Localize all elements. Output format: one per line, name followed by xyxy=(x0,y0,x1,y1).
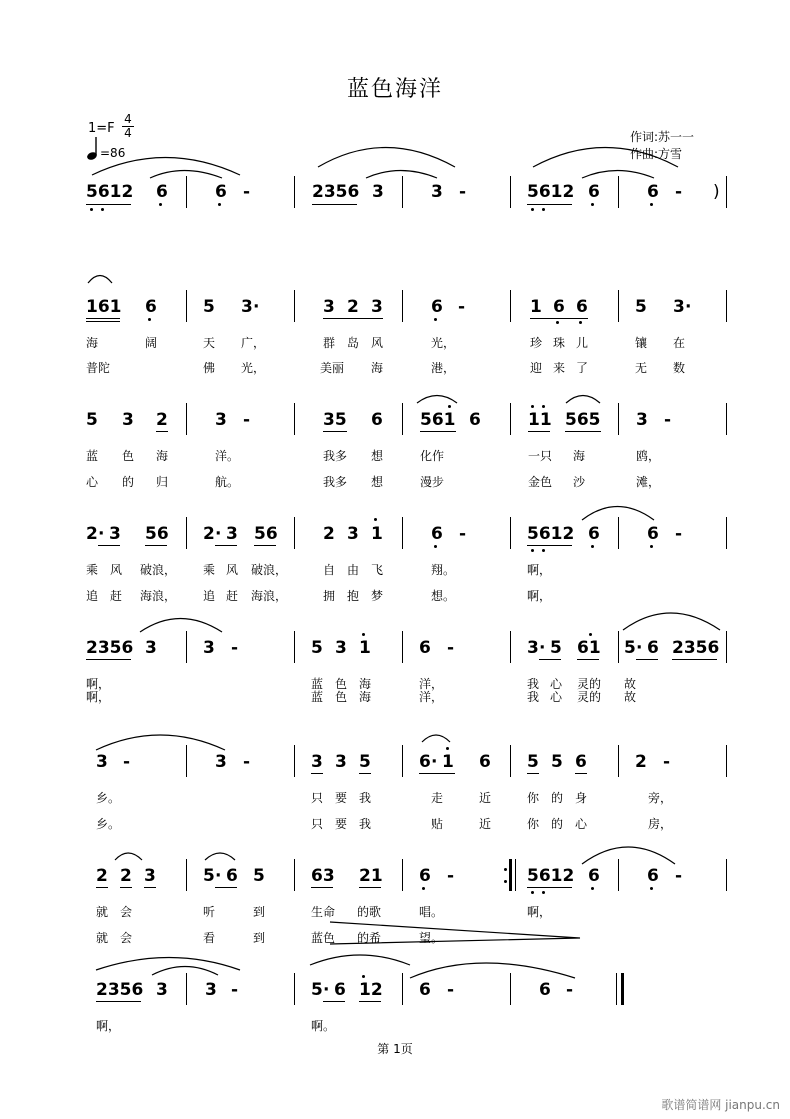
note: 5 xyxy=(359,752,371,772)
lyric: 啊。 xyxy=(311,1019,336,1033)
lyric: 唱。 xyxy=(419,905,444,919)
lyric: 房， xyxy=(648,817,673,831)
note: 561 xyxy=(420,410,456,430)
lyric: 追 xyxy=(86,589,99,603)
note: - xyxy=(675,182,683,202)
note: - xyxy=(243,410,251,430)
tie xyxy=(150,171,222,179)
note: - xyxy=(231,638,239,658)
note: 6 xyxy=(431,524,443,544)
note: 2 xyxy=(323,524,335,544)
note: 2 xyxy=(635,752,647,772)
lyric: 想 xyxy=(371,475,384,489)
lyric: 蓝 xyxy=(311,690,324,704)
note: · xyxy=(215,524,222,544)
note: 3 xyxy=(145,638,157,658)
note: 61 xyxy=(577,638,601,658)
note: 6 xyxy=(539,980,551,1000)
lyric: 色 xyxy=(122,449,135,463)
lyric: 的 xyxy=(122,475,135,489)
note: - xyxy=(458,297,466,317)
note: 5 xyxy=(86,410,98,430)
note: 3 xyxy=(122,410,134,430)
lyric: 蓝 xyxy=(311,677,324,691)
lyric: 岛 xyxy=(347,336,360,350)
lyric: 海 xyxy=(371,361,384,375)
lyric: 梦 xyxy=(371,589,384,603)
lyric: 啊， xyxy=(86,677,111,691)
note: - xyxy=(566,980,574,1000)
note: 3 xyxy=(372,182,384,202)
lyric: 只 xyxy=(311,791,324,805)
slur xyxy=(96,958,240,971)
note: 2 xyxy=(120,866,132,886)
note: 6 xyxy=(588,866,600,886)
note: 161 xyxy=(86,297,122,317)
note: 6 xyxy=(479,752,491,772)
note: 5 xyxy=(635,297,647,317)
note: 6 xyxy=(145,297,157,317)
slur-stroke xyxy=(330,922,580,944)
lyric: 海 xyxy=(359,677,372,691)
lyric: 近 xyxy=(479,791,492,805)
time-signature: 4 4 xyxy=(122,113,134,140)
composer-credit: 作曲:方雪 xyxy=(630,147,683,161)
lyric: 天 xyxy=(203,336,216,350)
note: 6 xyxy=(588,182,600,202)
note: · xyxy=(685,297,692,317)
lyric: 啊， xyxy=(96,1019,121,1033)
lyric: 迎 xyxy=(530,361,543,375)
lyric: 色 xyxy=(335,677,348,691)
tie xyxy=(96,735,225,750)
note: 5 xyxy=(550,638,562,658)
lyric: 会 xyxy=(120,905,133,919)
note: 3 xyxy=(96,752,108,772)
lyric: 啊， xyxy=(527,905,552,919)
tie xyxy=(410,963,575,978)
tie xyxy=(582,507,654,521)
note: 2 xyxy=(347,297,359,317)
note: 21 xyxy=(359,866,383,886)
note: 5 xyxy=(253,866,265,886)
tie xyxy=(582,171,654,179)
lyric: 心 xyxy=(550,690,563,704)
note: - xyxy=(447,866,455,886)
lyric: 海 xyxy=(359,690,372,704)
note: - xyxy=(675,866,683,886)
note: · xyxy=(636,638,643,658)
lyric: 要 xyxy=(335,817,348,831)
slur xyxy=(623,613,720,630)
lyric: 你 xyxy=(527,817,540,831)
tie xyxy=(152,967,218,976)
note: 12 xyxy=(359,980,383,1000)
lyric: 自 xyxy=(323,563,336,577)
note: 3 xyxy=(226,524,238,544)
note: 1 xyxy=(442,752,454,772)
note: 3 xyxy=(241,297,253,317)
note: 6 xyxy=(419,866,431,886)
slur xyxy=(318,148,455,168)
lyric: 海 xyxy=(573,449,586,463)
note: - xyxy=(123,752,131,772)
lyric: 蓝 xyxy=(86,449,99,463)
lyric: 赶 xyxy=(110,589,123,603)
lyric: 广， xyxy=(241,336,266,350)
note: 3 xyxy=(673,297,685,317)
note: - xyxy=(243,182,251,202)
lyric: 鸥， xyxy=(636,449,661,463)
note: 3 xyxy=(215,752,227,772)
lyric: 漫步 xyxy=(420,475,445,489)
lyric: 色 xyxy=(335,690,348,704)
note: 3 xyxy=(215,410,227,430)
note: 3 xyxy=(371,297,383,317)
note: - xyxy=(447,638,455,658)
lyric: 到 xyxy=(253,905,266,919)
note: 6 xyxy=(431,297,443,317)
note: 3 xyxy=(347,524,359,544)
note: 6 xyxy=(334,980,346,1000)
lyric: 我多 xyxy=(323,475,348,489)
note: 6 xyxy=(647,524,659,544)
lyric: 归 xyxy=(156,475,169,489)
note: 5612 xyxy=(527,182,575,202)
lyric: 乡。 xyxy=(96,817,121,831)
note: · xyxy=(98,524,105,544)
lyric: 只 xyxy=(311,817,324,831)
lyric: 破浪， xyxy=(251,563,288,577)
note: - xyxy=(663,752,671,772)
page-number: 第 1页 xyxy=(377,1042,413,1056)
lyric: 就 xyxy=(96,905,109,919)
note: - xyxy=(231,980,239,1000)
note: 56 xyxy=(145,524,169,544)
lyric: 洋， xyxy=(419,690,444,704)
lyric: 光， xyxy=(241,361,266,375)
note: 6 xyxy=(226,866,238,886)
lyric: 数 xyxy=(673,361,686,375)
note: · xyxy=(431,752,438,772)
note: 3 xyxy=(323,297,335,317)
note: 5 xyxy=(527,752,539,772)
lyric: 生命 xyxy=(311,905,336,919)
lyric: 身 xyxy=(575,791,588,805)
slur xyxy=(533,148,678,168)
lyric: 的 xyxy=(551,817,564,831)
tie xyxy=(140,619,222,633)
lyric: 来 xyxy=(553,361,566,375)
note: 6 xyxy=(156,182,168,202)
lyric: 心 xyxy=(86,475,99,489)
repeat-bracket: ) xyxy=(713,182,720,202)
note: - xyxy=(447,980,455,1000)
note: 3 xyxy=(156,980,168,1000)
note: 3 xyxy=(203,638,215,658)
note: 3 xyxy=(144,866,156,886)
lyric: 美丽 xyxy=(320,361,345,375)
tie xyxy=(582,847,675,864)
lyric: 故 xyxy=(624,690,637,704)
lyric: 风 xyxy=(110,563,123,577)
lyric: 一只 xyxy=(528,449,553,463)
lyric: 蓝色 xyxy=(311,931,336,945)
note: 6 xyxy=(647,638,659,658)
lyric: 抱 xyxy=(347,589,360,603)
lyric: 珍 xyxy=(530,336,543,350)
note: 6 xyxy=(647,866,659,886)
lyric: 啊， xyxy=(86,690,111,704)
note: 2 xyxy=(96,866,108,886)
note: 5 xyxy=(551,752,563,772)
note: 35 xyxy=(323,410,347,430)
note: 6 xyxy=(553,297,565,317)
slur xyxy=(205,853,235,860)
lyric: 群 xyxy=(323,336,336,350)
lyric: 镶 xyxy=(635,336,648,350)
lyric: 由 xyxy=(347,563,360,577)
tie xyxy=(366,171,437,179)
note: 3 xyxy=(335,638,347,658)
note: · xyxy=(253,297,260,317)
lyric: 在 xyxy=(673,336,686,350)
key-signature: 1=F xyxy=(88,121,115,136)
lyric: 想 xyxy=(371,449,384,463)
lyric: 洋。 xyxy=(215,449,240,463)
note: 5612 xyxy=(527,524,575,544)
lyric: 破浪， xyxy=(140,563,177,577)
note: 3 xyxy=(431,182,443,202)
lyric: 就 xyxy=(96,931,109,945)
lyric: 灵的 xyxy=(577,690,602,704)
lyric: 故 xyxy=(624,677,637,691)
note: 6 xyxy=(469,410,481,430)
lyric: 阔 xyxy=(145,336,158,350)
note: 5 xyxy=(203,297,215,317)
slur xyxy=(88,276,112,284)
lyric: 乡。 xyxy=(96,791,121,805)
lyric: 普陀 xyxy=(86,361,111,375)
note: 6 xyxy=(419,980,431,1000)
note: 565 xyxy=(565,410,601,430)
lyric: 乘 xyxy=(203,563,216,577)
lyric: 心 xyxy=(575,817,588,831)
slur xyxy=(422,735,450,742)
note: · xyxy=(539,638,546,658)
note: 5 xyxy=(311,638,323,658)
lyric: 望。 xyxy=(419,931,444,945)
lyric: 看 xyxy=(203,931,216,945)
lyric: 的歌 xyxy=(357,905,382,919)
note: 2 xyxy=(203,524,215,544)
note: · xyxy=(215,866,222,886)
lyric: 化作 xyxy=(420,449,445,463)
lyric: 想。 xyxy=(431,589,456,603)
lyric: 啊， xyxy=(527,589,552,603)
lyric: 翔。 xyxy=(431,563,456,577)
lyric: 海 xyxy=(156,449,169,463)
note: 3 xyxy=(527,638,539,658)
note: 2356 xyxy=(96,980,144,1000)
slur xyxy=(566,396,600,404)
watermark: 歌谱简谱网 jianpu.cn xyxy=(661,1098,780,1112)
note: 6 xyxy=(215,182,227,202)
note: 5612 xyxy=(86,182,134,202)
note: - xyxy=(675,524,683,544)
note: 6 xyxy=(419,752,431,772)
lyric: 近 xyxy=(479,817,492,831)
note: - xyxy=(243,752,251,772)
lyric: 乘 xyxy=(86,563,99,577)
note: 2 xyxy=(86,524,98,544)
note: 3 xyxy=(335,752,347,772)
lyric: 佛 xyxy=(203,361,216,375)
lyric: 风 xyxy=(226,563,239,577)
note: - xyxy=(459,524,467,544)
lyric: 我 xyxy=(527,690,540,704)
note: 2356 xyxy=(312,182,360,202)
lyric: 走 xyxy=(431,791,444,805)
lyric: 航。 xyxy=(215,475,240,489)
lyric: 海 xyxy=(86,336,99,350)
note: 5 xyxy=(203,866,215,886)
lyric: 了 xyxy=(576,361,589,375)
lyric: 旁， xyxy=(648,791,673,805)
lyric: 的 xyxy=(551,791,564,805)
note: 56 xyxy=(254,524,278,544)
lyric: 啊， xyxy=(527,563,552,577)
note: 6 xyxy=(576,297,588,317)
lyric: 无 xyxy=(635,361,648,375)
note: 3 xyxy=(109,524,121,544)
lyric: 洋， xyxy=(419,677,444,691)
note: 3 xyxy=(205,980,217,1000)
note: 5 xyxy=(624,638,636,658)
note: 6 xyxy=(419,638,431,658)
note: 6 xyxy=(588,524,600,544)
lyric: 金色 xyxy=(528,475,553,489)
slur xyxy=(417,396,457,404)
note: 2 xyxy=(156,410,168,430)
lyric: 我 xyxy=(359,791,372,805)
lyric: 我 xyxy=(359,817,372,831)
lyric: 听 xyxy=(203,905,216,919)
note: 6 xyxy=(575,752,587,772)
note: 2356 xyxy=(672,638,720,658)
lyric: 要 xyxy=(335,791,348,805)
song-title: 蓝色海洋 xyxy=(346,77,443,102)
lyric: 拥 xyxy=(323,589,336,603)
slur xyxy=(115,853,142,860)
lyric: 灵的 xyxy=(577,677,602,691)
note: · xyxy=(323,980,330,1000)
lyric: 追 xyxy=(203,589,216,603)
note: 1 xyxy=(371,524,383,544)
slur xyxy=(310,955,410,965)
lyric: 到 xyxy=(253,931,266,945)
lyric: 你 xyxy=(527,791,540,805)
lyric: 港， xyxy=(431,361,456,375)
lyric: 风 xyxy=(371,336,384,350)
lyric: 沙 xyxy=(573,475,586,489)
lyricist-credit: 作词:苏一一 xyxy=(630,130,695,144)
lyric: 飞 xyxy=(371,563,384,577)
lyric: 心 xyxy=(550,677,563,691)
lyric: 贴 xyxy=(431,817,444,831)
lyric: 我 xyxy=(527,677,540,691)
lyric: 赶 xyxy=(226,589,239,603)
lyric: 会 xyxy=(120,931,133,945)
note: 3 xyxy=(311,752,323,772)
note: 1 xyxy=(530,297,542,317)
lyric: 滩， xyxy=(636,475,661,489)
note: 6 xyxy=(371,410,383,430)
note: 63 xyxy=(311,866,335,886)
lyric: 海浪， xyxy=(140,589,177,603)
note: 3 xyxy=(636,410,648,430)
lyric: 海浪， xyxy=(251,589,288,603)
note: 2356 xyxy=(86,638,134,658)
note: - xyxy=(459,182,467,202)
note: 5612 xyxy=(527,866,575,886)
lyric: 儿 xyxy=(576,336,589,350)
note: 6 xyxy=(647,182,659,202)
lyric: 光， xyxy=(431,336,456,350)
note: 1 xyxy=(359,638,371,658)
lyric: 的希 xyxy=(357,931,382,945)
note: 5 xyxy=(311,980,323,1000)
lyric: 我多 xyxy=(323,449,348,463)
note: - xyxy=(664,410,672,430)
lyric: 珠 xyxy=(553,336,566,350)
note: 11 xyxy=(528,410,552,430)
tempo-marking: =86 xyxy=(100,146,126,160)
